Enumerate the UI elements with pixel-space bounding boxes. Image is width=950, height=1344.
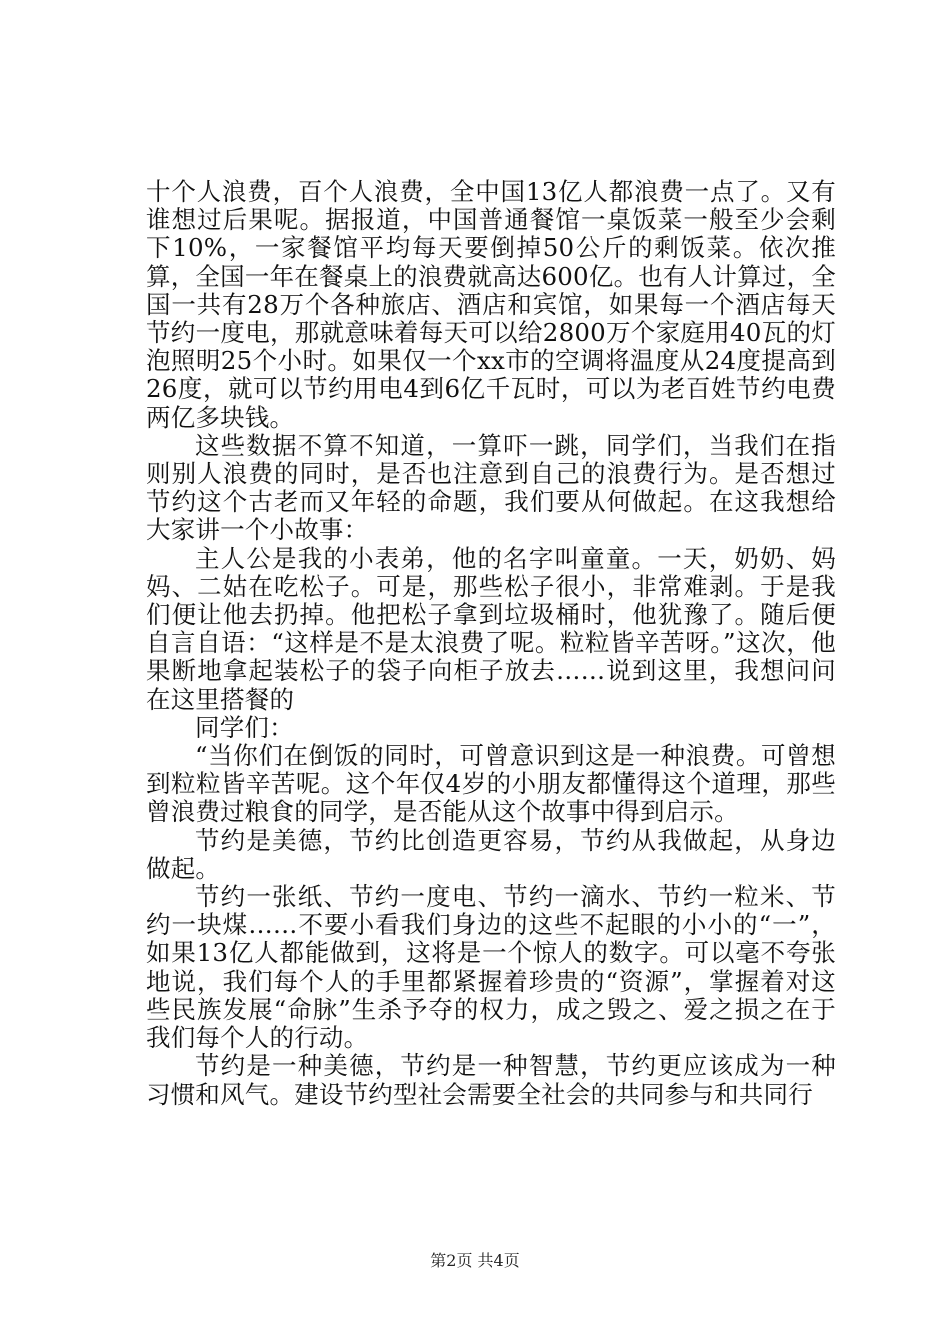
paragraph-7: 节约一张纸、节约一度电、节约一滴水、节约一粒米、节约一块煤……不要小看我们身边的这些不起眼的小小的“一”，如果13亿人都能做到，这将是一个惊人的数字。可以毫不夸张地说，我们每个人的手里都紧握着珍贵的“资源”，掌握着对这些民族发展“命脉”生杀予夺的权力，成之毁之、爱之损之在于我们每个人的行动。 [146, 882, 836, 1053]
paragraph-2: 这些数据不算不知道，一算吓一跳，同学们，当我们在指则别人浪费的同时，是否也注意到自己的浪费行为。是否想过节约这个古老而又年轻的命题，我们要从何做起。在这我想给大家讲一个小故事： [146, 430, 836, 545]
paragraph-5: “当你们在倒饭的同时，可曾意识到这是一种浪费。可曾想到粒粒皆辛苦呢。这个年仅4岁的小朋友都懂得这个道理，那些曾浪费过粮食的同学，是否能从这个故事中得到启示。 [146, 741, 836, 827]
paragraph-8: 节约是一种美德，节约是一种智慧，节约更应该成为一种习惯和风气。建设节约型社会需要全社会的共同参与和共同行 [146, 1051, 836, 1109]
paragraph-1: 十个人浪费，百个人浪费，全中国13亿人都浪费一点了。又有谁想过后果呢。据报道，中国普通餐馆一桌饭菜一般至少会剩下10%，一家餐馆平均每天要倒掉50公斤的剩饭菜。依次推算，全国一年在餐桌上的浪费就高达600亿。也有人计算过，全国一共有28万个各种旅店、酒店和宾馆，如果每一个酒店每天节约一度电，那就意味着每天可以给2800万个家庭用40瓦的灯泡照明25个小时。如果仅一个xx市的空调将温度从24度提高到26度，就可以节约用电4到6亿千瓦时，可以为老百姓节约电费两亿多块钱。 [146, 177, 836, 432]
paragraph-3: 主人公是我的小表弟，他的名字叫童童。一天，奶奶、妈妈、二姑在吃松子。可是，那些松子很小，非常难剥。于是我们便让他去扔掉。他把松子拿到垃圾桶时，他犹豫了。随后便自言自语：“这样是不是太浪费了呢。粒粒皆辛苦呀。”这次，他果断地拿起装松子的袋子向柜子放去……说到这里，我想问问在这里搭餐的 [146, 543, 836, 714]
paragraph-4: 同学们： [195, 712, 294, 742]
page-footer: 第2页 共4页 [430, 1251, 520, 1270]
paragraph-6: 节约是美德，节约比创造更容易，节约从我做起，从身边做起。 [146, 825, 836, 883]
document-body [146, 178, 836, 1109]
